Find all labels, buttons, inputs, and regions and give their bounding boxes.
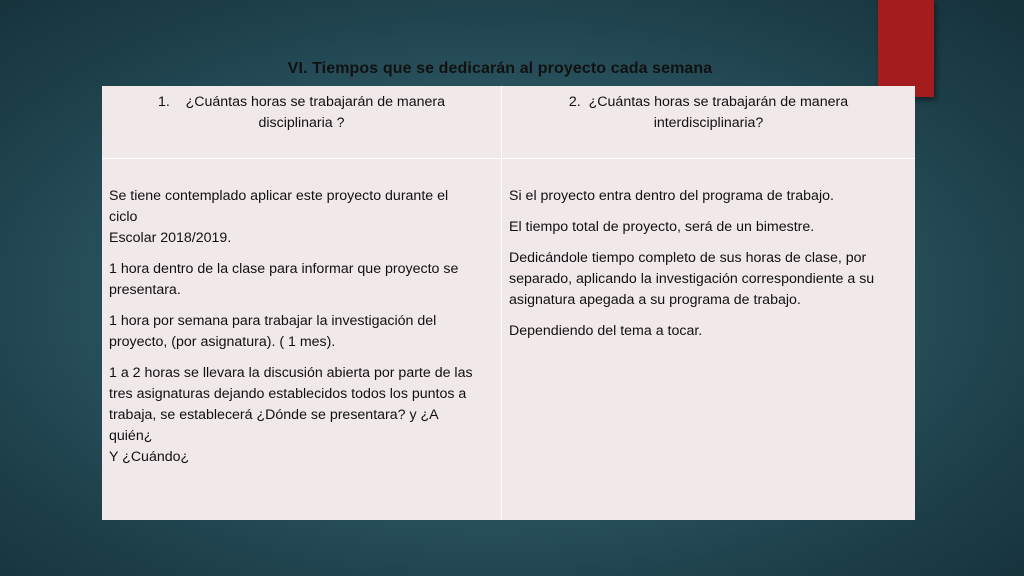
slide-title: VI. Tiempos que se dedicarán al proyecto cada semana [287, 60, 713, 77]
body-cell-interdisciplinary [502, 159, 915, 520]
header-cell-disciplinary [102, 86, 502, 159]
hours-table [102, 86, 915, 520]
text-line: Si el proyecto entra dentro del programa de trabajo. [509, 188, 834, 204]
text-line: separado, aplicando la investigación correspondiente a su [509, 271, 875, 287]
text-line: Escolar 2018/2019. [109, 230, 232, 246]
text-line: Se tiene contemplado aplicar este proyecto durante el [109, 188, 449, 204]
text-line: 1 hora por semana para trabajar la investigación del [109, 313, 437, 329]
header-text-line2: disciplinaria ? [258, 115, 345, 131]
header-number: 1. [157, 94, 170, 110]
paragraph-inform-hour [109, 259, 493, 301]
text-line: proyecto, (por asignatura). ( 1 mes). [109, 334, 336, 350]
paragraph-cycle [109, 186, 493, 249]
header-cell-interdisciplinary [502, 86, 915, 159]
paragraph-discussion [109, 363, 493, 468]
text-line: presentara. [109, 282, 181, 298]
paragraph-total-time [509, 217, 907, 238]
text-line: trabaja, se establecerá ¿Dónde se presentara? y ¿A [109, 407, 439, 423]
paragraph-program [509, 186, 907, 207]
header-line [510, 92, 907, 113]
header-text-line2: interdisciplinaria? [653, 115, 764, 131]
text-line: tres asignaturas dejando establecidos todos los puntos a [109, 386, 467, 402]
paragraph-full-time [509, 248, 907, 311]
text-line: ciclo [109, 209, 138, 225]
text-line: asignatura apegada a su programa de trabajo. [509, 292, 801, 308]
text-line: Dedicándole tiempo completo de sus horas de clase, por [509, 250, 867, 266]
red-accent-bar [878, 0, 934, 97]
paragraph-topic [509, 321, 907, 342]
text-line: Dependiendo del tema a tocar. [509, 323, 703, 339]
body-cell-disciplinary [102, 159, 502, 520]
text-line: El tiempo total de proyecto, será de un bimestre. [509, 219, 815, 235]
text-line: 1 hora dentro de la clase para informar que proyecto se [109, 261, 459, 277]
text-line: 1 a 2 horas se llevara la discusión abierta por parte de las [109, 365, 473, 381]
header-text: ¿Cuántas horas se trabajarán de manera [185, 94, 446, 110]
text-line: quién¿ [109, 428, 153, 444]
text-line: Y ¿Cuándo¿ [109, 449, 190, 465]
header-line [110, 92, 493, 113]
header-number: 2. [568, 94, 581, 110]
header-text: ¿Cuántas horas se trabajarán de manera [588, 94, 849, 110]
paragraph-weekly-hour [109, 311, 493, 353]
